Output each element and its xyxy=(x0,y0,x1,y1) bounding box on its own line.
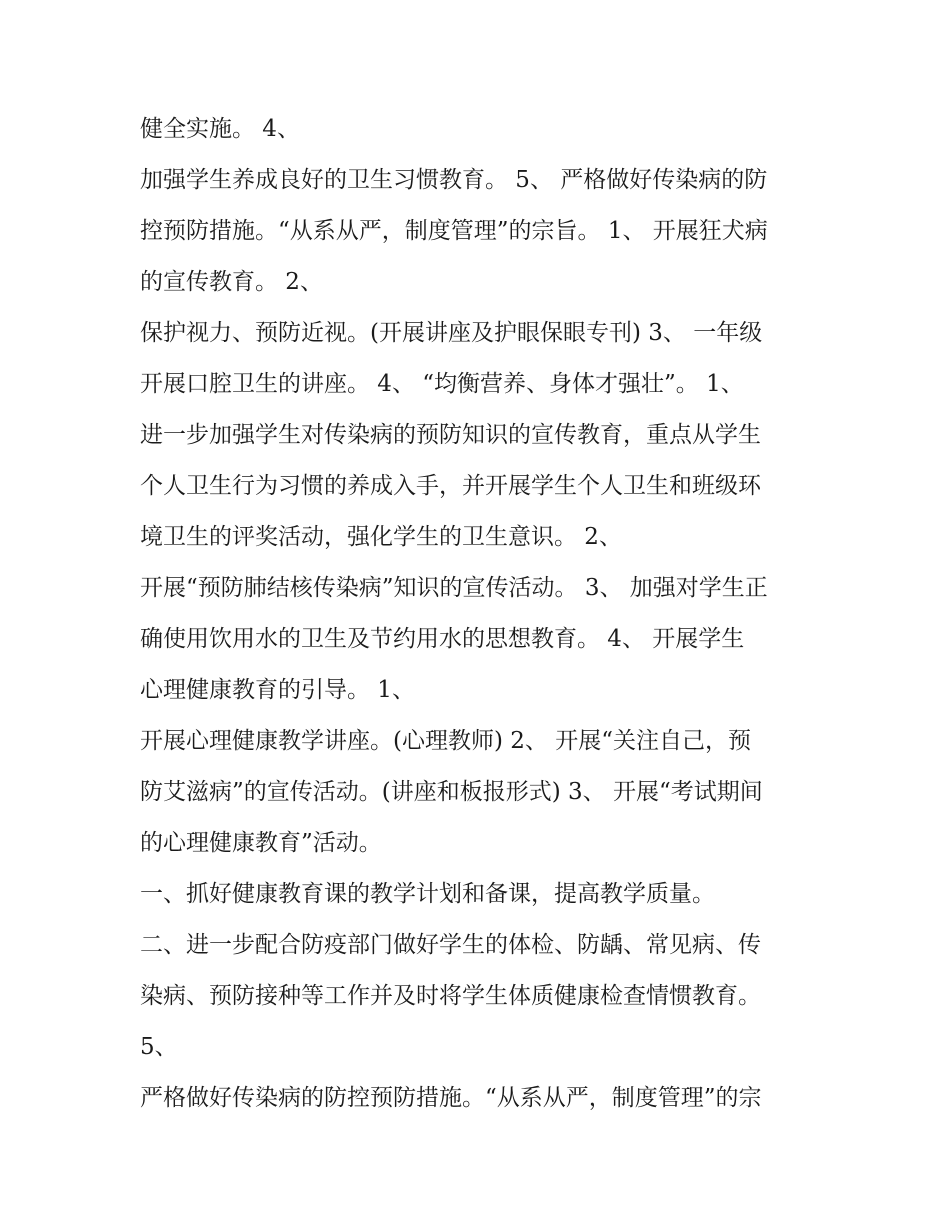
text-line: 开展“预防肺结核传染病”知识的宣传活动。 3、 加强对学生正 xyxy=(140,575,768,601)
text-line: 严格做好传染病的防控预防措施。“从系从严，制度管理”的宗 xyxy=(140,1085,762,1111)
text-line: 二、进一步配合防疫部门做好学生的体检、防龋、常见病、传 xyxy=(140,932,761,958)
text-line: 确使用饮用水的卫生及节约用水的思想教育。 4、 开展学生 xyxy=(140,626,745,652)
text-line: 心理健康教育的引导。 1、 xyxy=(140,677,415,703)
text-line: 的宣传教育。 2、 xyxy=(140,269,323,295)
text-line: 健全实施。 4、 xyxy=(140,116,300,142)
text-line: 进一步加强学生对传染病的预防知识的宣传教育，重点从学生 xyxy=(140,422,761,448)
text-line: 境卫生的评奖活动，强化学生的卫生意识。 2、 xyxy=(140,524,622,550)
text-line: 5、 xyxy=(140,1034,178,1060)
text-line: 防艾滋病”的宣传活动。(讲座和板报形式) 3、 开展“考试期间 xyxy=(140,779,763,805)
text-line: 一、抓好健康教育课的教学计划和备课，提高教学质量。 xyxy=(140,881,715,907)
text-line: 开展心理健康教学讲座。(心理教师) 2、 开展“关注自己，预 xyxy=(140,728,751,754)
text-line: 的心理健康教育”活动。 xyxy=(140,830,382,856)
text-line: 保护视力、预防近视。(开展讲座及护眼保眼专刊) 3、 一年级 xyxy=(140,320,763,346)
text-line: 加强学生养成良好的卫生习惯教育。 5、 严格做好传染病的防 xyxy=(140,167,768,193)
text-line: 个人卫生行为习惯的养成入手，并开展学生个人卫生和班级环 xyxy=(140,473,761,499)
text-line: 开展口腔卫生的讲座。 4、 “均衡营养、身体才强壮”。 1、 xyxy=(140,371,744,397)
text-line: 控预防措施。“从系从严，制度管理”的宗旨。 1、 开展狂犬病 xyxy=(140,218,768,244)
body-text xyxy=(140,104,830,1124)
text-line: 染病、预防接种等工作并及时将学生体质健康检查情惯教育。 xyxy=(140,983,761,1009)
